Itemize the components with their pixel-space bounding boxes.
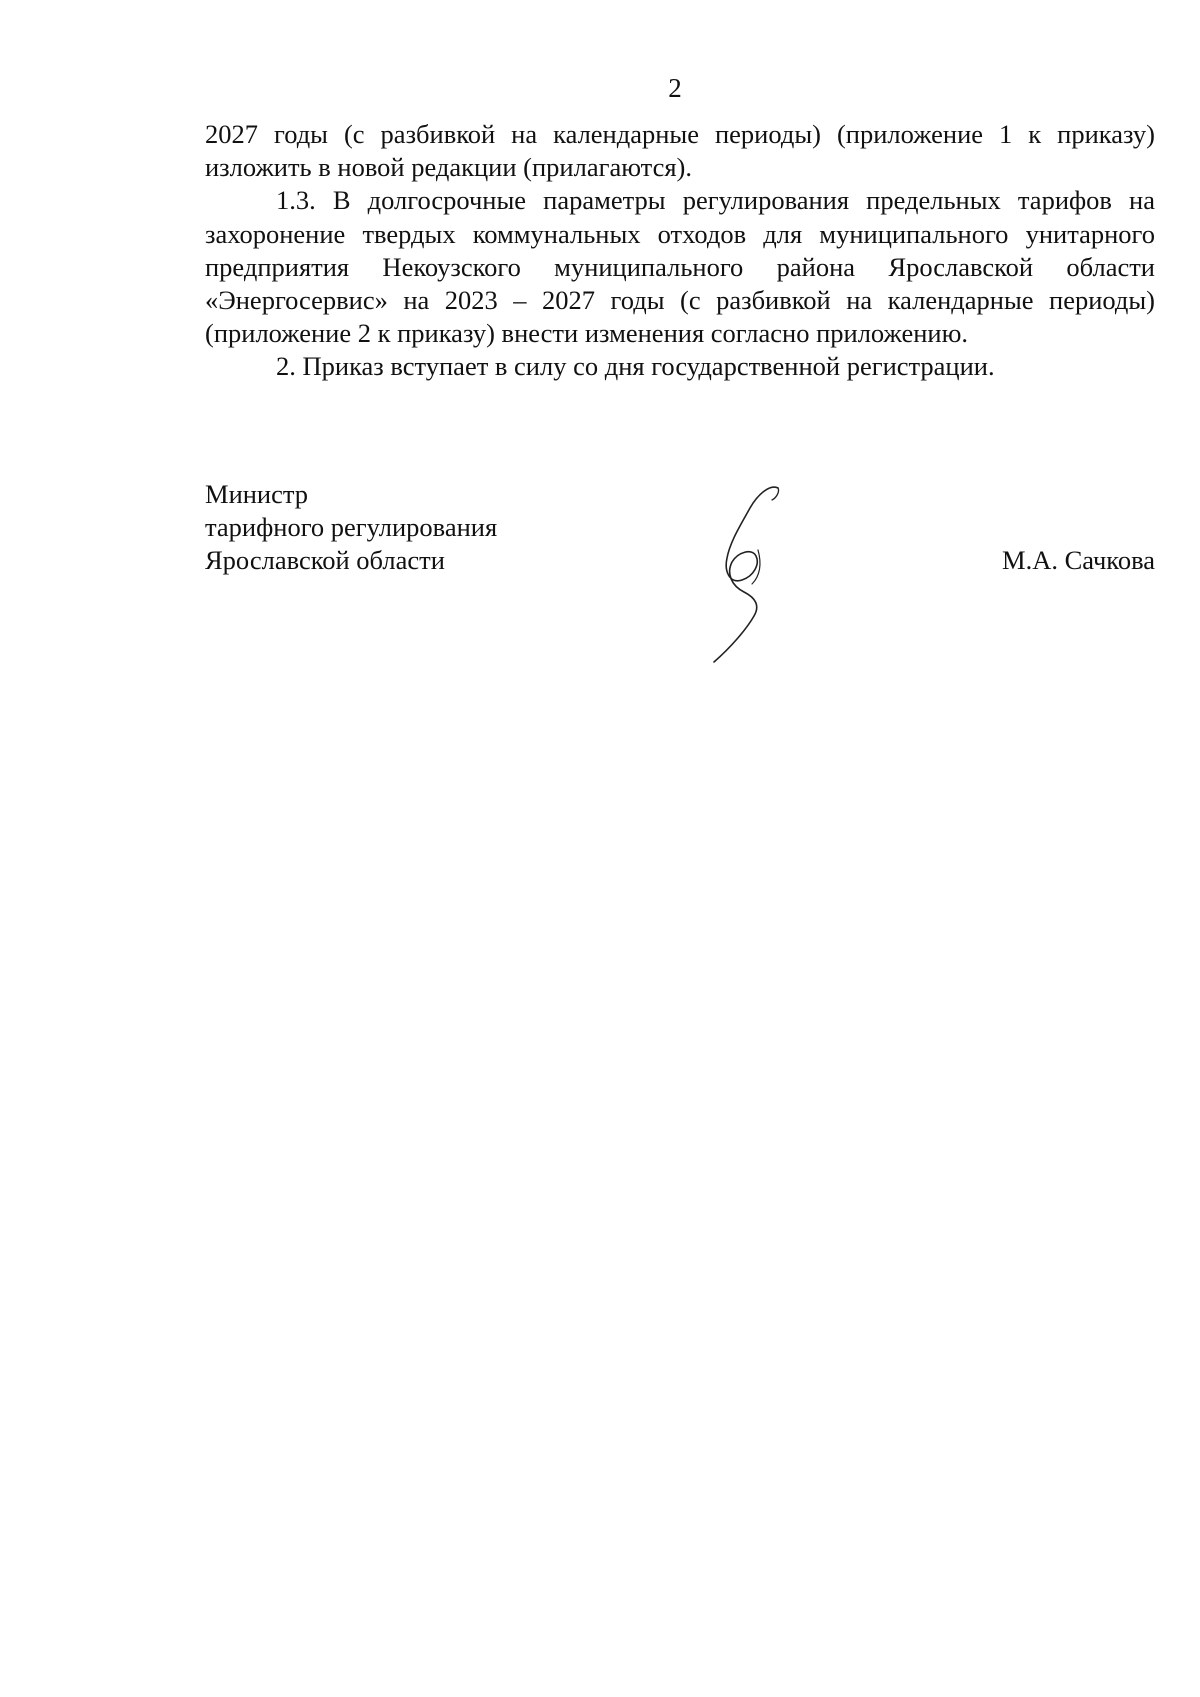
- signature-block: [205, 478, 1155, 678]
- document-body: [205, 118, 1155, 384]
- paragraph-continuation: 2027 годы (с разбивкой на календарные периоды) (приложение 1 к приказу) изложить в новой редакции (прилагаются).: [205, 119, 1155, 183]
- signatory-name: М.А. Сачкова: [1002, 545, 1155, 575]
- signatory-position-line-2: тарифного регулирования: [205, 512, 498, 542]
- signatory-position-line-3: Ярославской области: [205, 545, 445, 575]
- handwritten-signature: [700, 480, 820, 665]
- signatory-position-line-1: Министр: [205, 479, 309, 509]
- paragraph-item-2: 2. Приказ вступает в силу со дня государственной регистрации.: [276, 351, 995, 382]
- page-number: 2: [668, 73, 682, 103]
- paragraph-item-1-3: 1.3. В долгосрочные параметры регулирования предельных тарифов на захоронение твердых коммунальных отходов для муниципального унитарного предприятия Некоузского муниципального района Ярославской области «Энергосервис» на 2023 – 2027 годы (с разбивкой на календарные периоды) (приложение 2 к приказу) внести изменения согласно приложению.: [205, 185, 1155, 349]
